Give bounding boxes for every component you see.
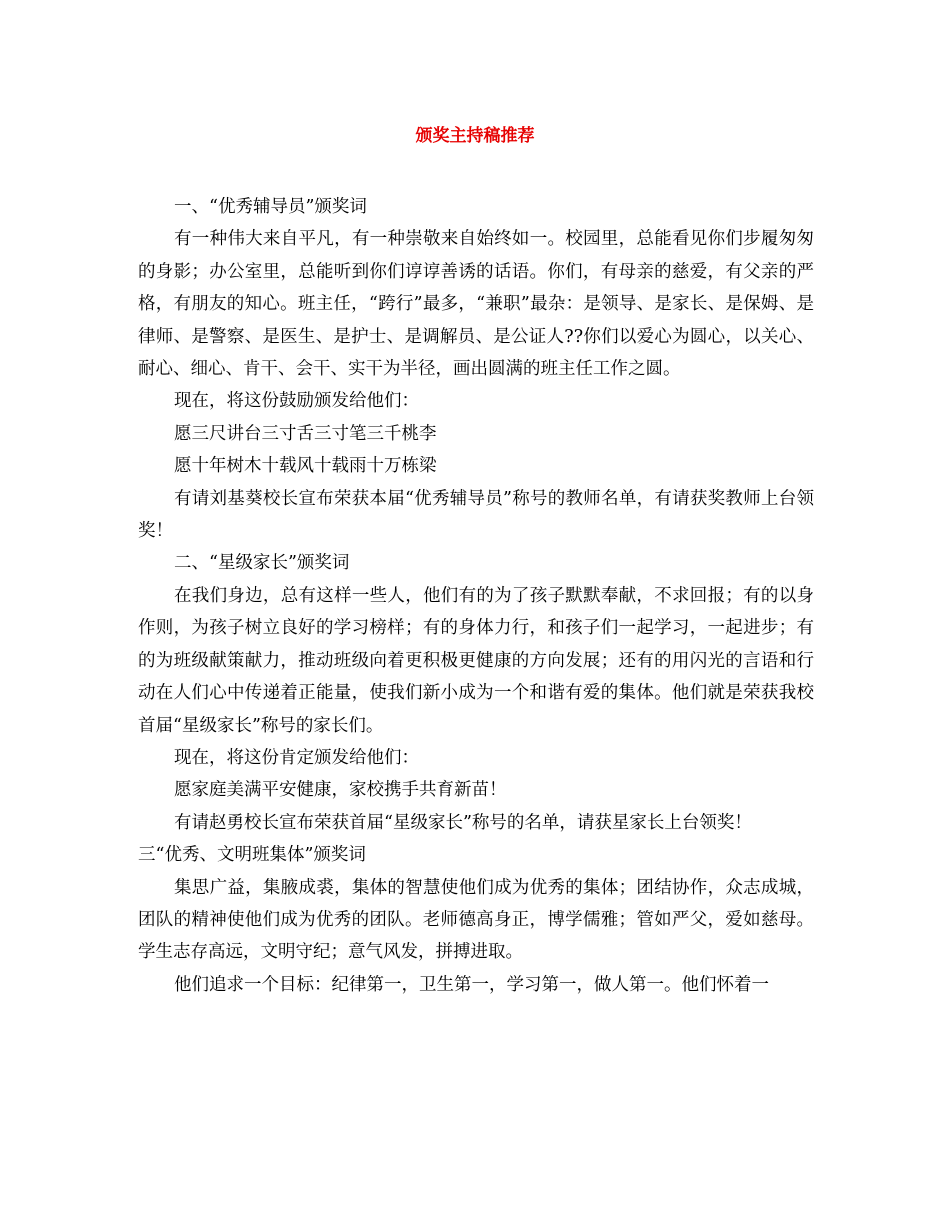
paragraph-class-goals: 他们追求一个目标：纪律第一，卫生第一，学习第一，做人第一。他们怀着一 — [174, 974, 769, 995]
paragraph-parent-tribute: 在我们身边，总有这样一些人，他们有的为了孩子默默奉献，不求回报；有的以身作则，为孩子树立良好的学习榜样；有的身体力行，和孩子们一起学习，一起进步；有的为班级献策献力，推动班级向着更积极更健康的方向发展；还有的用闪光的言语和行动在人们心中传递着正能量，使我们新小成为一个和谐有爱的集体。他们就是荣获我校首届“星级家长”称号的家长们。 — [138, 585, 814, 736]
paragraph-class-tribute: 集思广益，集腋成裘，集体的智慧使他们成为优秀的集体；团结协作，众志成城，团队的精神使他们成为优秀的团队。老师德高身正，博学儒雅；管如严父，爱如慈母。学生志存高远，文明守纪；意气风发，拼搏进取。 — [138, 877, 814, 963]
section-heading-1: 一、“优秀辅导员”颁奖词 — [174, 197, 367, 217]
paragraph-counselor-tribute: 有一种伟大来自平凡，有一种崇敬来自始终如一。校园里，总能看见你们步履匆匆的身影；办公室里，总能听到你们谆谆善诱的话语。你们，有母亲的慈爱，有父亲的严格，有朋友的知心。班主任，“跨行”最多，“兼职”最杂：是领导、是家长、是保姆、是律师、是警察、是医生、是护士、是调解员、是公证人??你们以爱心为圆心，以关心、耐心、细心、肯干、会干、实干为半径，画出圆满的班主任工作之圆。 — [138, 229, 814, 380]
page-title: 颁奖主持稿推荐 — [415, 126, 535, 146]
document-body — [138, 191, 814, 1001]
paragraph-counselor-invitation: 有请刘基葵校长宣布荣获本届“优秀辅导员”称号的教师名单，有请获奖教师上台领奖！ — [138, 488, 814, 542]
paragraph-counselor-award-intro: 现在，将这份鼓励颁发给他们： — [174, 391, 419, 412]
section-heading-2: 二、“星级家长”颁奖词 — [174, 553, 350, 574]
paragraph-parent-invitation: 有请赵勇校长宣布荣获首届“星级家长”称号的名单，请获星家长上台领奖！ — [174, 812, 752, 833]
paragraph-counselor-verse-1: 愿三尺讲台三寸舌三寸笔三千桃李 — [174, 423, 437, 444]
paragraph-parent-verse: 愿家庭美满平安健康，家校携手共育新苗！ — [174, 780, 507, 801]
paragraph-counselor-verse-2: 愿十年树木十载风十载雨十万栋梁 — [174, 456, 437, 477]
section-heading-3: 三“优秀、文明班集体”颁奖词 — [138, 845, 366, 866]
paragraph-parent-award-intro: 现在，将这份肯定颁发给他们： — [174, 747, 419, 768]
